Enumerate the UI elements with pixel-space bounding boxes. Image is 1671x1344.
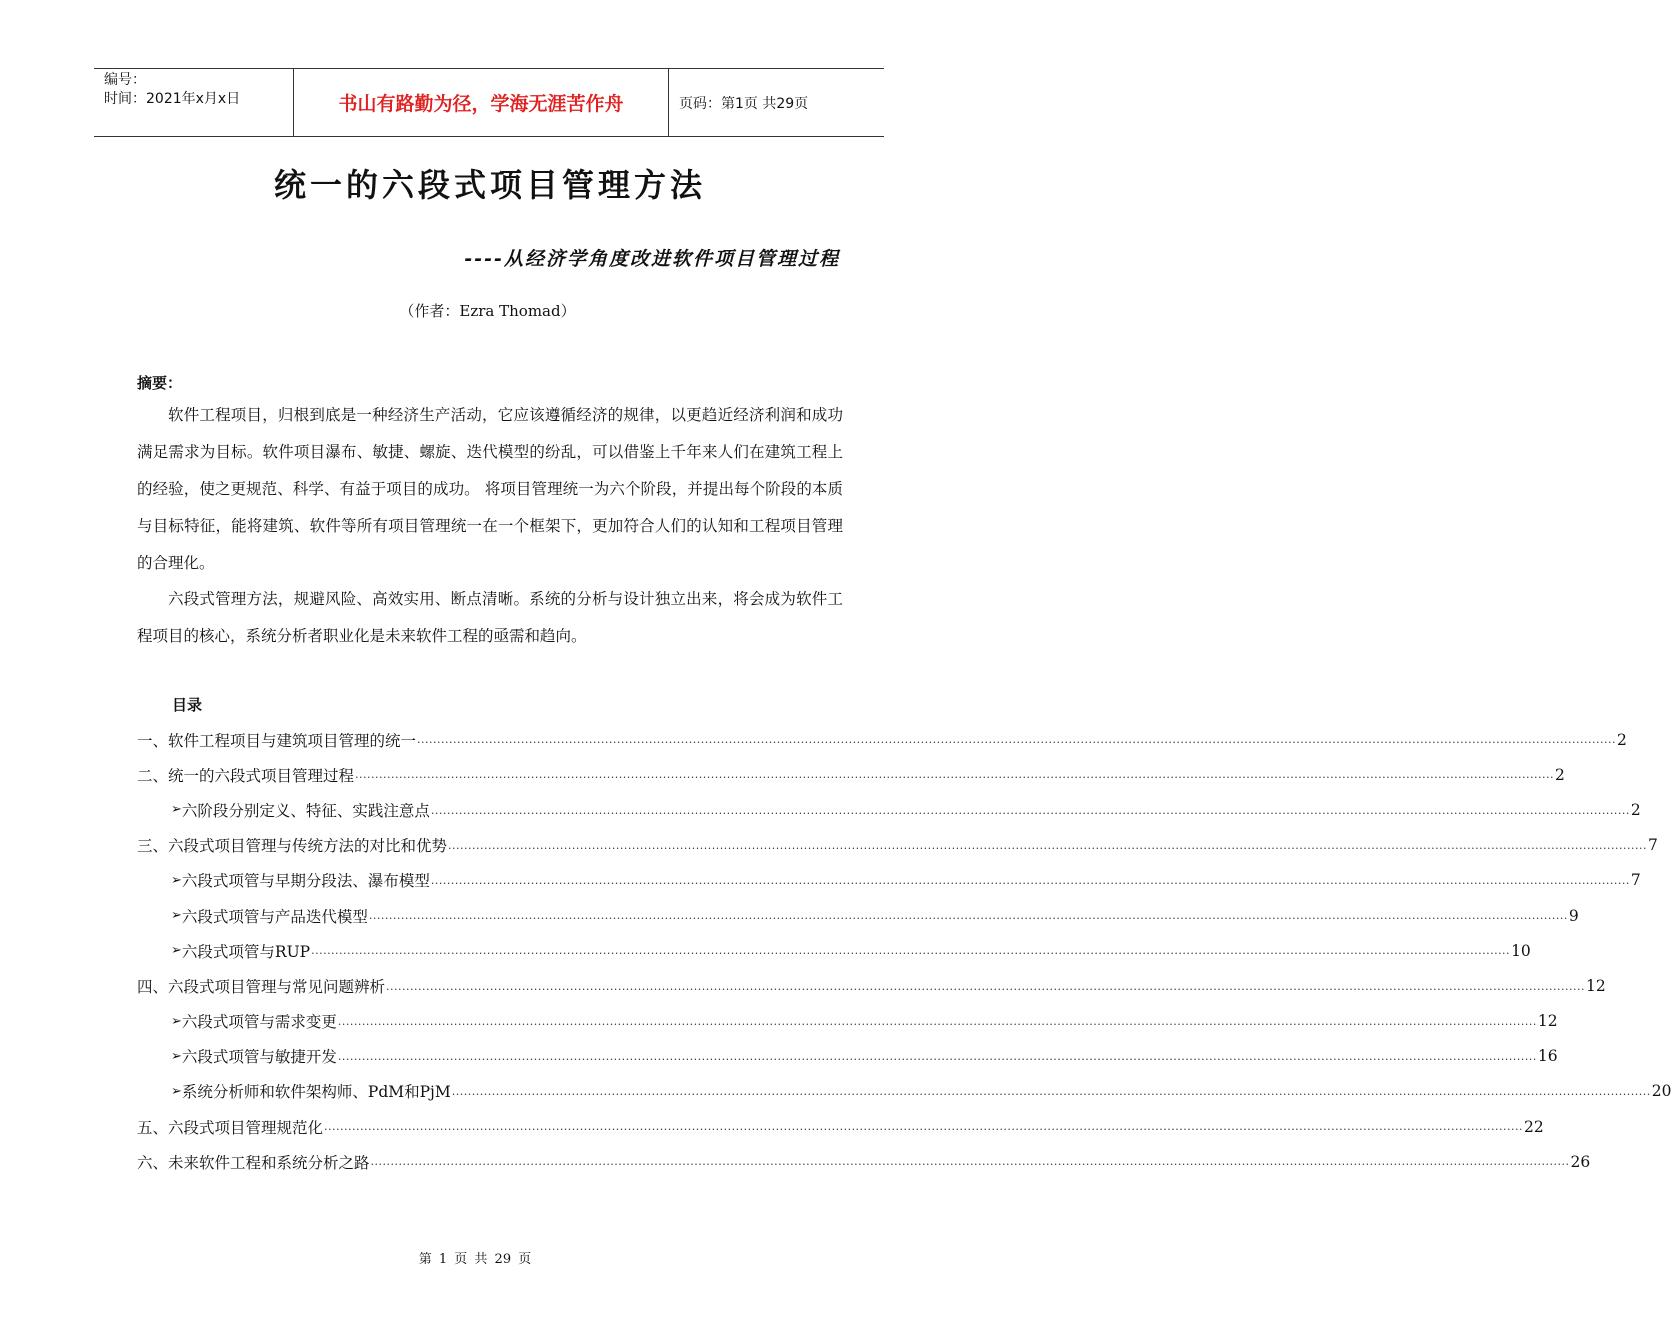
toc-entry-text: 六段式项管与产品迭代模型 [181,907,368,926]
toc-entry-text: 六段式项管与需求变更 [181,1013,337,1032]
toc-entry-text: 六阶段分别定义、特征、实践注意点 [181,801,430,820]
toc-leader: ............................................................................................................................................................................................................................................................................................................ [368,909,1568,923]
document-header [94,68,884,137]
toc-leader: ............................................................................................................................................................................................................................................................................................................ [417,733,1616,747]
toc-subentry[interactable] [137,792,1641,827]
table-of-contents [137,722,1671,1179]
number-label: 编号： [104,72,146,88]
toc-entry-text: 三、六段式项目管理与传统方法的对比和优势 [137,837,448,856]
toc-leader: ............................................................................................................................................................................................................................................................................................................ [337,1049,1537,1063]
toc-entry-page: 12 [1586,976,1606,995]
toc-entry[interactable] [137,828,1658,863]
toc-leader: ............................................................................................................................................................................................................................................................................................................ [370,1155,1570,1169]
arrow-bullet-icon: ➢ [171,872,182,888]
arrow-bullet-icon: ➢ [171,943,182,959]
toc-entry-page: 20 [1651,1082,1671,1101]
toc-entry-text: 四、六段式项目管理与常见问题辨析 [137,977,386,996]
arrow-bullet-icon: ➢ [171,1048,182,1064]
toc-leader: ............................................................................................................................................................................................................................................................................................................ [355,768,1554,782]
toc-leader: ............................................................................................................................................................................................................................................................................................................ [337,1014,1537,1028]
toc-subentry[interactable] [137,863,1641,898]
arrow-bullet-icon: ➢ [171,802,182,818]
toc-leader: ............................................................................................................................................................................................................................................................................................................ [386,979,1585,993]
arrow-bullet-icon: ➢ [171,1083,182,1099]
toc-entry-text: 二、统一的六段式项目管理过程 [137,766,355,785]
abstract-label: 摘要： [137,374,183,392]
document-subtitle: ----从经济学角度改进软件项目管理过程 [464,248,840,270]
toc-leader: ............................................................................................................................................................................................................................................................................................................ [430,803,1630,817]
page-footer: 第 1 页 共 29 页 [418,1252,532,1267]
toc-leader: ............................................................................................................................................................................................................................................................................................................ [448,838,1647,852]
toc-entry-page: 10 [1511,941,1531,960]
toc-subentry[interactable] [137,1039,1558,1074]
arrow-bullet-icon: ➢ [171,1013,182,1029]
toc-entry-text: 六、未来软件工程和系统分析之路 [137,1153,370,1172]
toc-entry[interactable] [137,1109,1544,1144]
time-label: 时间：2021年x月x日 [104,91,241,107]
header-meta [94,69,294,136]
toc-entry-page: 22 [1524,1117,1544,1136]
toc-subentry[interactable] [137,1004,1558,1039]
abstract-paragraph: 软件工程项目，归根到底是一种经济生产活动，它应该遵循经济的规律，以更趋近经济利润和成功满足需求为目标。软件项目瀑布、敏捷、螺旋、迭代模型的纷乱，可以借鉴上千年来人们在建筑工程上的经验，使之更规范、科学、有益于项目的成功。 将项目管理统一为六个阶段，并提出每个阶段的本质与目标特征，能将建筑、软件等所有项目管理统一在一个框架下，更加符合人们的认知和工程项目管理的合理化。 [137,406,843,572]
toc-subentry[interactable] [137,1074,1671,1109]
toc-leader: ............................................................................................................................................................................................................................................................................................................ [311,944,1511,958]
toc-entry-page: 26 [1570,1152,1591,1171]
toc-entry-page: 7 [1630,871,1641,890]
toc-entry-text: 五、六段式项目管理规范化 [137,1118,324,1137]
toc-entry-page: 2 [1555,765,1565,784]
toc-entry-page: 16 [1537,1047,1558,1066]
toc-entry[interactable] [137,757,1565,792]
toc-subentry[interactable] [137,933,1531,968]
toc-leader: ............................................................................................................................................................................................................................................................................................................ [430,873,1630,887]
toc-entry[interactable] [137,1144,1591,1179]
author-line: （作者：Ezra Thomad） [399,302,576,320]
abstract-paragraph: 六段式管理方法，规避风险、高效实用、断点清晰。系统的分析与设计独立出来，将会成为软件工程项目的核心，系统分析者职业化是未来软件工程的亟需和趋向。 [137,590,843,645]
toc-entry-text: 一、软件工程项目与建筑项目管理的统一 [137,731,417,750]
toc-entry-page: 9 [1568,906,1579,925]
toc-entry[interactable] [137,722,1627,757]
document-title: 统一的六段式项目管理方法 [273,166,706,204]
toc-entry-text: 系统分析师和软件架构师、PdM和PjM [181,1083,451,1102]
toc-leader: ............................................................................................................................................................................................................................................................................................................ [451,1085,1651,1099]
toc-entry-text: 六段式项管与敏捷开发 [181,1048,337,1067]
toc-entry-page: 12 [1537,1012,1558,1031]
toc-entry-page: 7 [1648,836,1658,855]
toc-subentry[interactable] [137,898,1579,933]
toc-entry[interactable] [137,968,1606,1003]
toc-entry-text: 六段式项管与RUP [181,942,311,961]
toc-entry-page: 2 [1630,800,1641,819]
toc-entry-text: 六段式项管与早期分段法、瀑布模型 [181,872,430,891]
toc-leader: ............................................................................................................................................................................................................................................................................................................ [324,1120,1523,1134]
toc-label: 目录 [172,696,203,714]
header-motto: 书山有路勤为径，学海无涯苦作舟 [294,69,669,136]
toc-entry-page: 2 [1617,730,1627,749]
arrow-bullet-icon: ➢ [171,908,182,924]
header-page-info: 页码：第1页 共29页 [679,95,809,112]
